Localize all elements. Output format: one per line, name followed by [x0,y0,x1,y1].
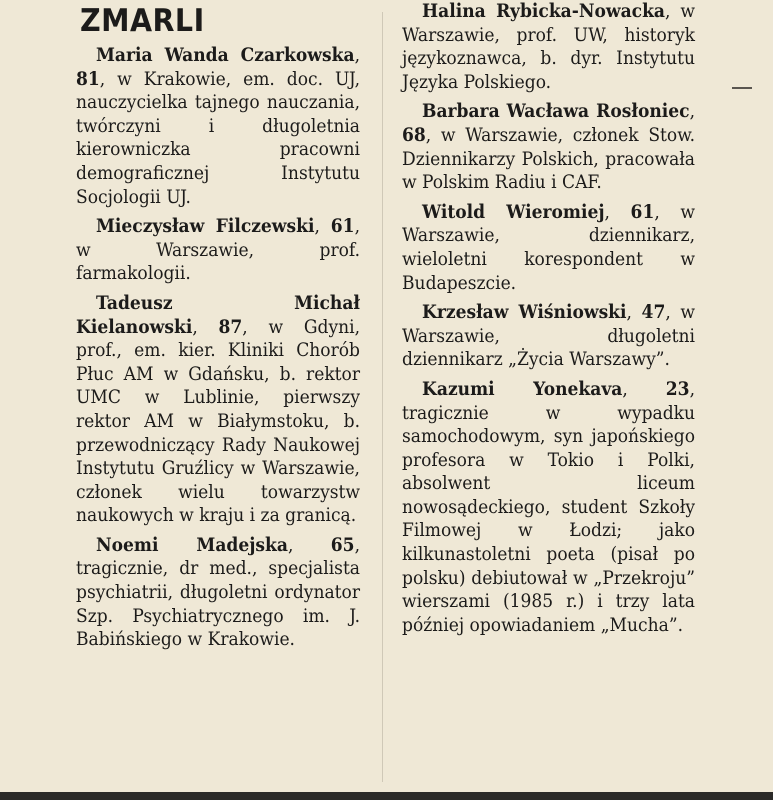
obituary-entry [402,201,695,295]
margin-dash [732,87,752,89]
left-entries [76,44,360,652]
separator: , [626,301,642,324]
separator: , [689,100,695,123]
deceased-name: Kazumi Yonekava [422,377,623,400]
deceased-age: 68 [402,123,426,146]
deceased-name: Noemi Madejska [96,533,288,556]
deceased-age: 87 [218,315,243,338]
deceased-age: 61 [330,215,355,238]
separator: , [192,315,219,338]
obituary-entry [76,215,360,286]
obituary-entry [402,378,695,638]
deceased-name: Mieczysław Filczewski [96,215,315,238]
obituary-entry [402,301,695,372]
obituary-text: , w Warszawie, członek Stow. Dziennikarzy Polskich, pracowała w Polskim Radiu i CAF. [402,123,695,194]
separator: , [604,200,631,223]
obituary-text: , w Warszawie, prof. UW, historyk językoznawca, b. dyr. Instytutu Języka Polskiego. [402,0,695,93]
column-divider [382,12,383,782]
right-entries [402,0,695,637]
obituary-entry [76,292,360,528]
obituary-entry [402,100,695,194]
obituary-text: , tragicznie, dr med., specjalista psychiatrii, długoletni ordynator Szp. Psychiatrycznego im. J. Babińskiego w Krakowie. [76,533,361,651]
bottom-rule [0,792,773,800]
left-column [76,0,360,658]
obituary-entry [76,534,360,652]
section-heading: ZMARLI [80,3,205,39]
obituary-text: , tragicznie w wypadku samochodowym, syn japońskiego profesora w Tokio i Polki, absolwent liceum nowosądeckiego, student Szkoły Filmowej w Łodzi; jako kilkunastoletni poeta (pisał po polsku) debiutował w „Przekroju” wierszami (1985 r.) i trzy lata później opowiadaniem „Mucha”. [402,377,695,636]
deceased-name: Krzesław Wiśniowski [422,301,627,324]
obituary-text: , w Warszawie, długoletni dziennikarz „Życia Warszawy”. [402,301,695,371]
deceased-name: Halina Rybicka-Nowacka [422,0,665,22]
deceased-name: Maria Wanda Czarkowska [96,44,355,66]
separator: , [354,44,360,66]
deceased-age: 47 [641,301,666,324]
deceased-age: 23 [665,377,690,400]
obituary-text: , w Gdyni, prof., em. kier. Kliniki Chorób Płuc AM w Gdańsku, b. rektor UMC w Lublinie, pierwszy rektor AM w Białymstoku, b. przewodniczący Rady Naukowej Instytutu Gruźlicy w Warszawie, członek wielu towarzystw naukowych w kraju i za granicą. [76,315,361,527]
deceased-age: 65 [330,533,355,556]
deceased-name: Tadeusz Michał Kielanowski [76,291,360,338]
separator: , [622,377,666,400]
obituary-entry [76,44,360,209]
obituary-entry [402,0,695,94]
deceased-age: 81 [76,67,100,90]
separator: , [314,215,331,238]
obituary-text: , w Warszawie, dziennikarz, wieloletni korespondent w Budapeszcie. [402,200,695,294]
deceased-age: 61 [630,200,655,223]
obituary-text: , w Warszawie, prof. farmakologii. [76,215,360,285]
deceased-name: Barbara Wacława Rosłoniec [422,100,690,123]
obituary-text: , w Krakowie, em. doc. UJ, nauczycielka tajnego nauczania, twórczyni i długoletnia kierowniczka pracowni demograficznej Instytutu Socjologii UJ. [76,67,360,208]
separator: , [287,533,331,556]
right-column [402,0,695,643]
deceased-name: Witold Wieromiej [422,200,605,223]
